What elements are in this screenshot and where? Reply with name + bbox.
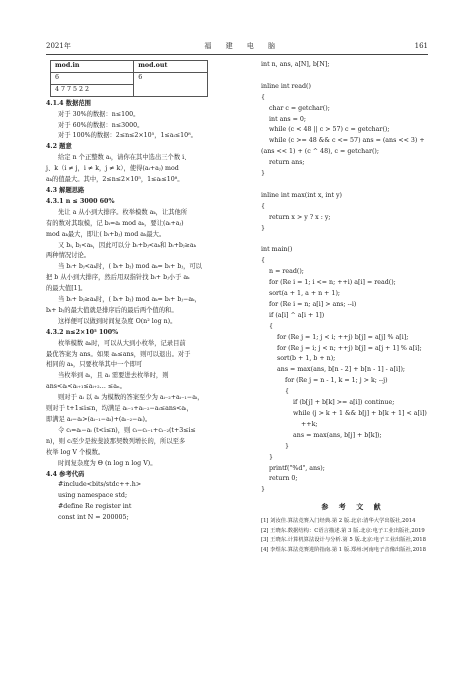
code-line (261, 71, 445, 82)
code-line: char c = getchar(); (261, 104, 330, 112)
code-line: { (261, 93, 266, 101)
code-line: ans = max(ans, b[n - 2] + b[n - 1] - a[i]); (261, 366, 406, 374)
text-line: 当 bᵢ+ bⱼ≥aₖ时，( bᵢ+ bⱼ) mod aₖ= bᵢ+ bⱼ−aₖ， (58, 296, 201, 304)
text-line: 把 b 从小到大排序，然后用双指针找 bᵢ+ bⱼ小于 aₖ (46, 274, 190, 282)
section-heading: 4.2 题意 (46, 143, 72, 151)
text-line: 对于 100%的数据：2≤n≤2×10⁵，1≤aᵢ≤10⁸。 (58, 132, 197, 140)
code-line: for (Re j = n - 1, k = 1; j > k; --j) (261, 377, 388, 385)
code-line: int main() (261, 246, 293, 254)
left-column (46, 60, 242, 524)
code-line: inline int max(int x, int y) (261, 191, 342, 199)
code-line: while (c >= 48 && c <= 57) ans = (ans << 3) + (261, 137, 425, 145)
code-line: } (261, 170, 266, 178)
code-line: return x > y ? x : y; (261, 213, 331, 221)
references-list (261, 517, 445, 555)
text-line: n)，则 cᵢ至少是按斐波那契数列增长的，所以至多 (46, 437, 186, 445)
table-cell: 6 (134, 72, 208, 96)
reference-item: [1] 刘汝佳.算法竞赛入门经典.第 2 版.北京:清华大学出版社,2014 (261, 518, 416, 525)
text-line: 当 bᵢ+ bⱼ<aₖ时，( bᵢ+ bⱼ) mod aₖ= bᵢ+ bⱼ，可以 (58, 263, 202, 271)
code-line (261, 235, 445, 246)
text-line: const int N = 200005; (58, 514, 129, 522)
table-header: mod.in (51, 61, 134, 73)
reference-item: [4] 李煜东.算法竞赛进阶指南.第 1 版.郑州:河南电子音像出版社,2018 (261, 546, 427, 553)
text-line: 的最大值[1]。 (46, 285, 87, 293)
page-header (46, 40, 428, 52)
section-heading: 4.3.2 n≤2×10⁵ 100% (46, 328, 119, 336)
io-sample-table (50, 60, 208, 97)
text-line: 有的数对其取模，记 bᵢ=aᵢ mod aₖ，要让(aᵢ+aⱼ) (46, 219, 184, 227)
header-journal: 福 建 电 脑 (204, 42, 282, 50)
code-line: while (j > k + 1 && b[j] + b[k + 1] < a[i]) (261, 410, 427, 417)
text-line: ans<aᵢ<aᵢ₊₁≤aᵢ₊₂… ≤aₙ。 (46, 383, 126, 391)
code-line: } (261, 224, 266, 232)
code-line: (ans << 1) + (c ^ 48), c = getchar(); (261, 148, 380, 156)
table-cell: 4 7 7 5 2 2 (51, 84, 134, 96)
text-line: 两种情况讨论。 (46, 252, 91, 260)
text-line: 最优答案为 ans。如果 aₖ≤ans，则可以退出。对于 (46, 350, 191, 358)
code-line: int ans = 0; (261, 115, 307, 123)
section-heading: 4.3 解题思路 (46, 186, 85, 194)
code-line: } (261, 486, 266, 494)
text-line: 先让 a 从小到大排序。枚举模数 aₖ，让其他所 (58, 208, 188, 216)
code-line: inline int read() (261, 82, 311, 90)
header-year: 2021年 (46, 42, 71, 50)
reference-item: [3] 王晓东.计算机算法设计与分析.第 5 版.北京:电子工业出版社,2018 (261, 537, 427, 544)
table-cell: 6 (51, 72, 134, 84)
text-line: 对于 30%的数据：n≤100。 (58, 110, 140, 118)
text-line: 则对于 aᵢ 以 aᵢ 为模数的答案至少为 aᵢ₋₂+aᵢ₋₁−aᵢ， (58, 394, 204, 402)
text-line: 对于 60%的数据：n≤3000。 (58, 121, 144, 129)
text-line: 枚举模数 aₖ时，可以从大到小枚举，记录目前 (58, 339, 186, 347)
code-line: { (261, 388, 290, 396)
code-line: return 0; (261, 475, 298, 483)
code-line: { (261, 257, 266, 265)
code-line: ++k; (261, 420, 318, 428)
section-heading: 4.4 参考代码 (46, 470, 85, 478)
text-line: 即满足 aᵢ−aᵢ>(aᵢ₋₁−aᵢ)+(aᵢ₋₂−aᵢ)。 (46, 416, 152, 423)
code-line: } (261, 453, 274, 461)
text-line: 相同的 aₖ，只要枚举其中一个即可 (46, 361, 143, 369)
text-line: using namespace std; (58, 492, 128, 500)
reference-code-block (261, 60, 445, 496)
text-line: 时间复杂度为 Θ (n log n log V)。 (58, 459, 157, 467)
left-body-text (46, 99, 242, 524)
code-line: for (Re j = i; j < n; ++j) b[j] = a[j + 1] % a[i]; (261, 344, 422, 352)
code-line: if (b[j] + b[k] >= a[i]) continue; (261, 399, 395, 407)
code-line: sort(b + 1, b + n); (261, 355, 336, 363)
text-line: #define Re register int (58, 503, 132, 511)
header-page-number: 161 (414, 42, 428, 50)
reference-item: [2] 王晓东.数据结构：C语言描述.第 3 版.北京:电子工业出版社,2019 (261, 527, 425, 534)
section-heading: 4.1.4 数据范围 (46, 99, 91, 107)
code-line: while (c < 48 || c > 57) c = getchar(); (261, 126, 390, 134)
text-line: mod aₖ最大，即让( bᵢ+bⱼ) mod aₖ最大。 (46, 230, 166, 238)
code-line: { (261, 322, 274, 330)
code-line: return ans; (261, 159, 305, 167)
text-line: j、k（i ≠ j，i ≠ k，j ≠ k），使得(aᵢ+aⱼ) mod (46, 165, 179, 173)
text-line: 则对于 t+1≤i≤n，均满足 aᵢ₋₁+aᵢ₋₂−aᵢ≤ans<aᵢ， (46, 405, 193, 413)
references-title: 参 考 文 献 (321, 502, 385, 512)
code-line: { (261, 202, 266, 210)
code-line: for (Re i = 1; i <= n; ++i) a[i] = read(); (261, 279, 396, 287)
text-line: 枚举 log V 个模数。 (46, 448, 105, 456)
text-line: aₖ的值最大。其中，2≤n≤2×10⁵，1≤aᵢ≤10⁸。 (46, 176, 184, 184)
table-header: mod.out (134, 61, 208, 73)
code-line: ans = max(ans, b[j] + b[k]); (261, 431, 382, 439)
text-line: 当枚举到 aᵢ，且 aᵢ 需要进去枚举时，则 (58, 372, 169, 380)
code-line: int n, ans, a[N], b[N]; (261, 61, 330, 68)
text-line: 令 cᵢ=aᵢ−aᵢ (t<i≤n)，则 cᵢ−cᵢ₋₁+cᵢ₋₂(t+3≤i≤ (58, 426, 196, 434)
code-line: sort(a + 1, a + n + 1); (261, 290, 341, 298)
code-line: for (Re i = n; a[i] > ans; --i) (261, 300, 357, 308)
text-line: bᵢ+ bⱼ的最大值就是排序后的最后两个值的和。 (46, 306, 178, 314)
text-line: 给定 n 个正整数 aᵢ，请你在其中选出三个数 i、 (58, 154, 191, 162)
code-line: printf("%d", ans); (261, 464, 325, 472)
text-line: 又 bᵢ, bⱼ<aₖ，因此可以分 bᵢ+bⱼ<aₖ和 bᵢ+bⱼ≥aₖ (58, 241, 196, 249)
right-column (261, 60, 445, 556)
section-heading: 4.3.1 n ≤ 3000 60% (46, 197, 115, 205)
header-rule (46, 54, 428, 55)
code-line (261, 180, 445, 191)
code-line: n = read(); (261, 268, 304, 276)
code-line: if (a[i] ^ a[i + 1]) (261, 311, 325, 319)
code-line: } (261, 442, 290, 450)
text-line: 这样便可以做到时间复杂度 O(n² log n)。 (58, 317, 177, 325)
text-line: #include<bits/stdc++.h> (58, 481, 142, 489)
code-line: for (Re j = 1; j < i; ++j) b[j] = a[j] % a[i]; (261, 333, 409, 341)
